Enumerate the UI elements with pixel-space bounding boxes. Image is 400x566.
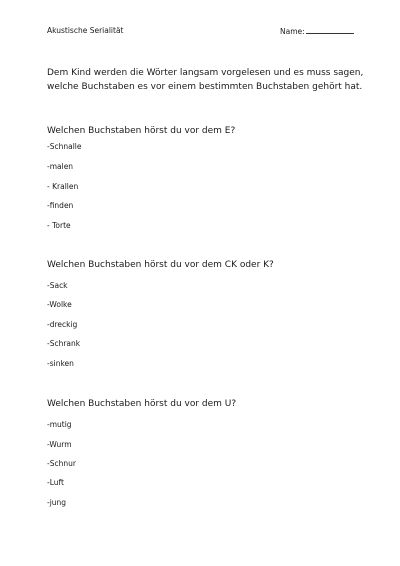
word-item: -Wurm (47, 440, 72, 449)
word-item: -finden (47, 201, 74, 210)
instructions-line-1: Dem Kind werden die Wörter langsam vorgelesen und es muss sagen, (47, 68, 364, 78)
word-item: -Schnur (47, 459, 76, 468)
word-item: -Wolke (47, 300, 72, 309)
word-item: - Krallen (47, 182, 79, 191)
word-item: -Schnalle (47, 142, 82, 151)
name-label: Name: (280, 27, 305, 36)
word-item: -sinken (47, 359, 74, 368)
page-header (47, 26, 357, 40)
word-item: -Luft (47, 478, 64, 487)
word-item: -malen (47, 162, 74, 171)
word-item: -Sack (47, 281, 68, 290)
word-item: -Schrank (47, 339, 81, 348)
name-blank-line (306, 26, 354, 34)
instructions (47, 66, 367, 94)
instructions-line-2: welche Buchstaben es vor einem bestimmten Buchstaben gehört hat. (47, 82, 363, 92)
word-item: -jung (47, 498, 67, 507)
word-item: -dreckig (47, 320, 78, 329)
question-e: Welchen Buchstaben hörst du vor dem E? (47, 126, 236, 136)
question-u: Welchen Buchstaben hörst du vor dem U? (47, 399, 237, 409)
name-field (280, 26, 354, 36)
question-ck-k: Welchen Buchstaben hörst du vor dem CK oder K? (47, 260, 274, 270)
word-item: -mutig (47, 420, 72, 429)
worksheet-title: Akustische Serialität (47, 26, 124, 35)
word-item: - Torte (47, 221, 71, 230)
